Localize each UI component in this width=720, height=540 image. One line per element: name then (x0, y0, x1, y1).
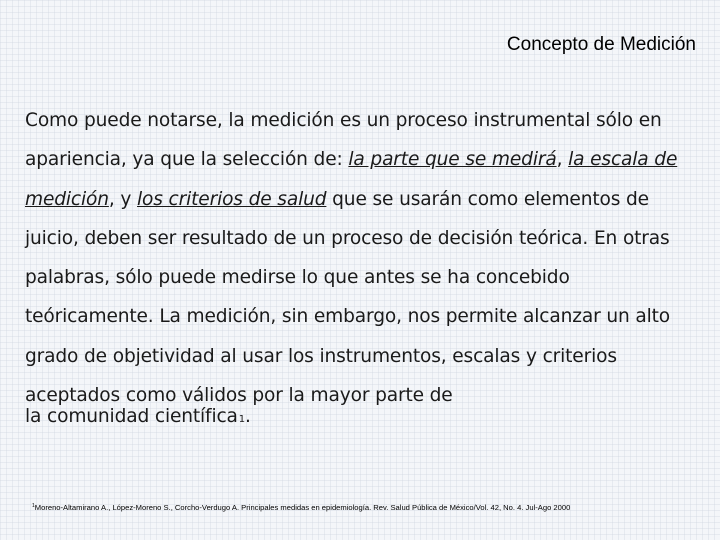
footnote-text: Moreno-Altamirano A., López-Moreno S., Corcho-Verdugo A. Principales medidas en epidemiología. Rev. Salud Pública de México/Vol. 42, No. 4. Jul-Ago 2000 (34, 503, 571, 512)
body-paragraph (25, 101, 697, 430)
underlined-term-measurement-scale: la escala de medición (25, 149, 678, 210)
body-end-punctuation: . (245, 406, 251, 428)
body-separator: , (556, 149, 569, 171)
body-last-line (25, 407, 697, 430)
footnote (32, 503, 692, 512)
underlined-term-health-criteria: los criterios de salud (137, 188, 327, 210)
body-text-segment: Como puede notarse, la medición es un proceso instrumental sólo en apariencia, ya que la selección de: (25, 110, 662, 171)
footnote-mark: 1 (32, 503, 35, 509)
reference-mark: 1 (238, 414, 245, 426)
slide-title: Concepto de Medición (506, 34, 696, 55)
body-text-segment: que se usarán como elementos de juicio, deben ser resultado de un proceso de decisión teórica. En otras palabras, sólo puede medirse lo que antes se ha concebido teóricamente. La medición, sin embargo, nos permite alcanzar un alto grado de objetividad al usar los instrumentos, escalas y criterios aceptados como válidos por la mayor parte de (25, 188, 671, 407)
body-last-line-text: la comunidad científica (25, 406, 238, 428)
underlined-term-part-measured: la parte que se medirá (348, 149, 557, 171)
body-separator: , y (108, 188, 138, 210)
